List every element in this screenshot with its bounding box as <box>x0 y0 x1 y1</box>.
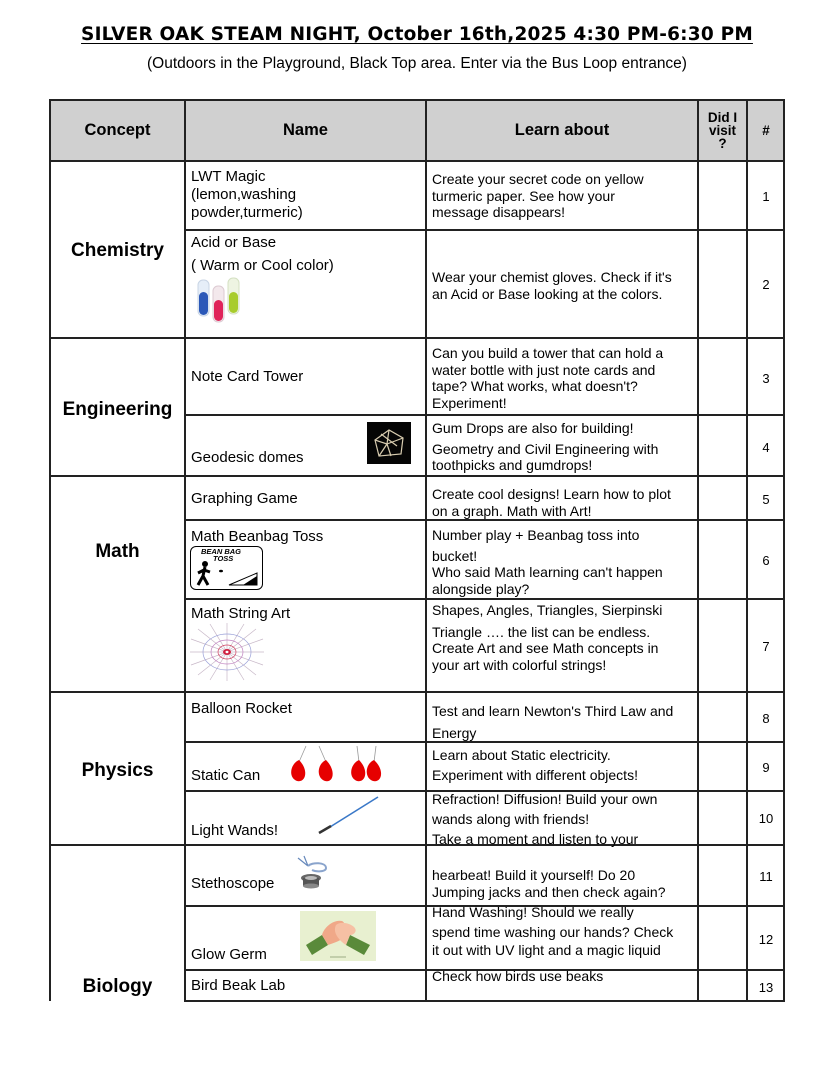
page-subtitle: (Outdoors in the Playground, Black Top area. Enter via the Bus Loop entrance) <box>147 55 687 72</box>
activity-name: Note Card Tower <box>191 368 304 385</box>
activity-number: 11 <box>759 869 773 884</box>
activity-number: 3 <box>762 371 770 386</box>
activity-number: 10 <box>758 811 774 826</box>
activity-name-line: LWT Magic <box>191 168 266 185</box>
description-line: Jumping jacks and then check again? <box>432 883 666 900</box>
row-divider <box>184 519 785 521</box>
description-line: Create your secret code on yellow <box>432 171 644 187</box>
description-line: Hand Washing! Should we really <box>432 904 634 920</box>
row-divider <box>184 229 785 231</box>
concept-physics: Physics <box>81 760 154 781</box>
visited-checkbox-cell[interactable] <box>699 743 746 790</box>
activity-description <box>432 700 697 744</box>
activity-description <box>432 968 697 985</box>
visited-header-line: ? <box>718 136 727 151</box>
description-line: Shapes, Angles, Triangles, Sierpinski <box>432 602 663 618</box>
column-header-visited <box>699 103 746 158</box>
activity-name-line: powder,turmeric) <box>191 204 303 221</box>
activity-number: 6 <box>762 553 770 568</box>
activity-name-line: Acid or Base <box>191 234 277 251</box>
activity-description <box>432 527 697 597</box>
activity-number: 5 <box>762 492 770 507</box>
activity-name: Light Wands! <box>191 822 278 839</box>
stethoscope-icon <box>294 854 330 890</box>
description-line: tape? What works, what doesn't? <box>432 378 638 394</box>
description-line: Gum Drops are also for building! <box>432 420 634 436</box>
column-header-learn: Learn about <box>514 121 610 139</box>
visited-checkbox-cell[interactable] <box>699 162 746 229</box>
visited-checkbox-cell[interactable] <box>699 846 746 905</box>
visited-checkbox-cell[interactable] <box>699 792 746 844</box>
concept-engineering: Engineering <box>62 399 173 420</box>
visited-checkbox-cell[interactable] <box>699 971 746 1000</box>
activity-description <box>432 171 697 221</box>
activity-name: Balloon Rocket <box>191 700 292 717</box>
table-border-right <box>783 99 785 1002</box>
test-tubes-icon <box>194 276 246 326</box>
activity-number: 12 <box>758 932 774 947</box>
description-line: Create Art and see Math concepts in <box>432 640 659 656</box>
activity-name: Math Beanbag Toss <box>191 528 324 545</box>
description-line: toothpicks and gumdrops! <box>432 457 593 473</box>
activity-number: 13 <box>758 980 774 995</box>
description-line: Refraction! Diffusion! Build your own <box>432 791 658 807</box>
icon-label: TOSS <box>213 554 234 563</box>
activity-name-line: ( Warm or Cool color) <box>191 257 334 274</box>
description-line: Test and learn Newton's Third Law and <box>432 703 674 719</box>
activity-name: Geodesic domes <box>191 449 304 466</box>
description-line: it out with UV light and a magic liquid <box>432 942 661 958</box>
description-line: your art with colorful strings! <box>432 656 607 673</box>
description-line: Can you build a tower that can hold a <box>432 345 664 361</box>
visited-checkbox-cell[interactable] <box>699 693 746 741</box>
description-line: spend time washing our hands? Check <box>432 924 674 940</box>
balloons-icon <box>286 744 386 784</box>
visited-header-line: Did I <box>707 110 738 125</box>
description-line: turmeric paper. See how your <box>432 187 615 204</box>
activity-name: Stethoscope <box>191 875 275 892</box>
activity-description <box>432 903 697 959</box>
description-line: Energy <box>432 725 477 741</box>
activity-number: 4 <box>762 440 770 455</box>
activity-name: Glow Germ <box>191 946 267 963</box>
description-line: Experiment! <box>432 394 507 411</box>
page-title-text: SILVER OAK STEAM NIGHT, October 16th,2025 4:30 PM-6:30 PM <box>81 24 753 45</box>
description-line: message disappears! <box>432 204 566 220</box>
activity-description <box>432 486 697 519</box>
visited-checkbox-cell[interactable] <box>699 600 746 691</box>
activity-name: Math String Art <box>191 605 291 622</box>
activity-number: 7 <box>762 639 770 654</box>
activity-description <box>432 269 697 302</box>
description-line: Check how birds use beaks <box>432 968 604 984</box>
activity-name-line: (lemon,washing <box>191 186 297 203</box>
description-line: on a graph. Math with Art! <box>432 502 592 519</box>
description-line: Triangle …. the list can be endless. <box>432 623 651 640</box>
concept-math: Math <box>95 541 140 562</box>
table-border-bottom <box>184 1000 785 1002</box>
description-line: wands along with friends! <box>432 811 590 827</box>
description-line: Learn about Static electricity. <box>432 747 611 763</box>
string-art-icon <box>190 623 264 681</box>
section-divider <box>50 337 785 339</box>
concept-biology: Biology <box>82 976 153 997</box>
activity-description <box>432 867 697 900</box>
activity-name <box>191 168 303 222</box>
activity-number: 2 <box>762 277 770 292</box>
row-divider <box>184 598 785 600</box>
visited-checkbox-cell[interactable] <box>699 521 746 598</box>
description-line: Geometry and Civil Engineering with <box>432 440 659 457</box>
bean-bag-toss-icon <box>190 546 263 590</box>
visited-checkbox-cell[interactable] <box>699 907 746 969</box>
visited-checkbox-cell[interactable] <box>699 416 746 475</box>
description-line: hearbeat! Build it yourself! Do 20 <box>432 867 636 883</box>
geodesic-dome-icon <box>367 422 411 464</box>
activity-name <box>191 234 334 275</box>
column-divider <box>746 99 748 1002</box>
description-line: Wear your chemist gloves. Check if it's <box>432 269 672 285</box>
activity-description <box>432 789 697 849</box>
activity-number: 9 <box>762 760 770 775</box>
hand-washing-icon <box>300 911 376 961</box>
header-divider <box>50 160 785 162</box>
icon-label: BEAN BAG <box>201 547 242 556</box>
activity-name: Bird Beak Lab <box>191 977 286 994</box>
visited-header-line: visit <box>708 123 736 138</box>
activity-name: Graphing Game <box>191 490 298 507</box>
activity-description <box>432 745 697 785</box>
column-header-concept: Concept <box>84 121 151 139</box>
page-title <box>0 24 834 45</box>
description-line: Who said Math learning can't happen <box>432 564 663 580</box>
section-divider <box>50 691 785 693</box>
description-line: an Acid or Base looking at the colors. <box>432 285 663 302</box>
activity-number: 1 <box>762 189 770 204</box>
activity-description <box>432 602 697 673</box>
row-divider <box>184 414 785 416</box>
column-divider <box>425 99 427 1002</box>
visited-checkbox-cell[interactable] <box>699 477 746 519</box>
description-line: Take a moment and listen to your <box>432 831 639 847</box>
description-line: Number play + Beanbag toss into <box>432 527 640 543</box>
column-header-number: # <box>762 123 770 138</box>
column-divider <box>184 99 186 1002</box>
activity-name: Static Can <box>191 767 261 784</box>
description-line: alongside play? <box>432 580 530 597</box>
column-header-name: Name <box>283 121 328 139</box>
light-wand-icon <box>316 795 380 835</box>
activity-description <box>432 420 697 474</box>
description-line: bucket! <box>432 547 478 564</box>
section-divider <box>50 475 785 477</box>
description-line: water bottle with just note cards and <box>432 361 656 378</box>
description-line: Experiment with different objects! <box>432 767 638 783</box>
visited-checkbox-cell[interactable] <box>699 339 746 414</box>
concept-chemistry: Chemistry <box>71 240 164 261</box>
visited-checkbox-cell[interactable] <box>699 231 746 337</box>
activity-number: 8 <box>762 711 770 726</box>
description-line: Create cool designs! Learn how to plot <box>432 486 671 502</box>
activity-description <box>432 345 697 411</box>
